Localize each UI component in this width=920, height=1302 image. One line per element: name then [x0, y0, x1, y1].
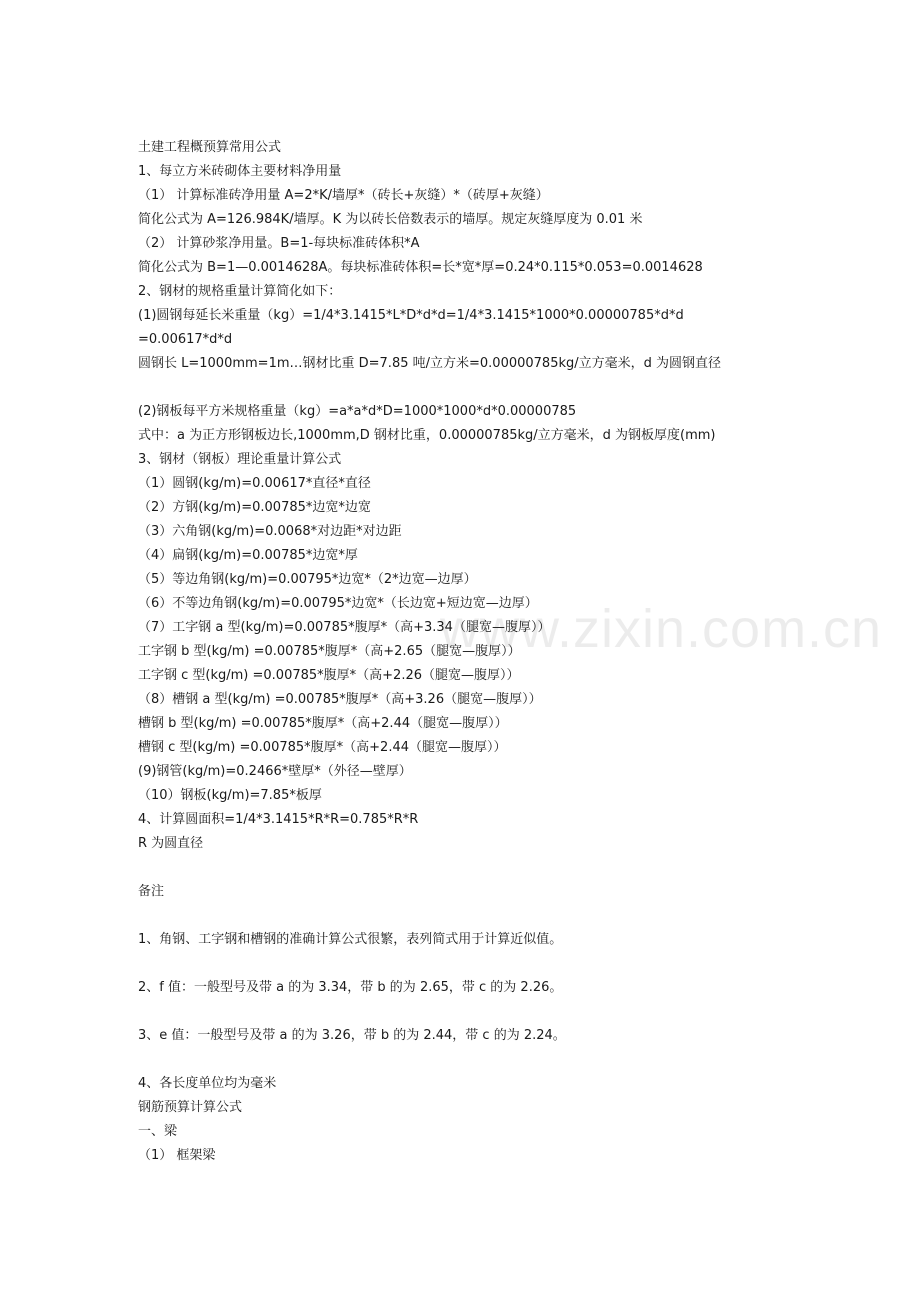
document-title: 土建工程概预算常用公式 [138, 140, 282, 155]
note-item: 2、f 值：一般型号及带 a 的为 3.34，带 b 的为 2.65，带 c 的为 2.26。 [138, 980, 563, 995]
note-item: 1、角钢、工字钢和槽钢的准确计算公式很繁，表列简式用于计算近似值。 [138, 932, 563, 947]
note-item: 4、各长度单位均为毫米 [138, 1076, 277, 1091]
document-body [138, 136, 778, 1168]
section-heading: 3、钢材（钢板）理论重量计算公式 [138, 452, 342, 467]
formula-line: （5）等边角钢(kg/m)=0.00795*边宽*（2*边宽—边厚） [138, 572, 477, 587]
text-line: 简化公式为 B=1—0.0014628A。每块标准砖体积=长*宽*厚=0.24*0.115*0.053=0.0014628 [138, 260, 703, 275]
watermark: www.zixin.com.cn [440, 599, 883, 659]
formula-line: （3）六角钢(kg/m)=0.0068*对边距*对边距 [138, 524, 402, 539]
section-title: 钢筋预算计算公式 [138, 1100, 243, 1115]
formula-line: （10）钢板(kg/m)=7.85*板厚 [138, 788, 322, 803]
formula-line: （7）工字钢 a 型(kg/m)=0.00785*腹厚*（高+3.34（腿宽—腹厚）） [138, 620, 551, 635]
formula-line: 工字钢 b 型(kg/m) =0.00785*腹厚*（高+2.65（腿宽—腹厚）） [138, 644, 521, 659]
formula-line: （1）圆钢(kg/m)=0.00617*直径*直径 [138, 476, 371, 491]
section-heading: 1、每立方米砖砌体主要材料净用量 [138, 164, 342, 179]
formula-line: (1)圆钢每延长米重量（kg）=1/4*3.1415*L*D*d*d=1/4*3.1415*1000*0.00000785*d*d [138, 308, 684, 323]
formula-line: (9)钢管(kg/m)=0.2466*壁厚*（外径—壁厚） [138, 764, 412, 779]
sub-heading: （1） 框架梁 [138, 1148, 216, 1163]
notes-heading: 备注 [138, 884, 165, 899]
formula-line: 槽钢 c 型(kg/m) =0.00785*腹厚*（高+2.44（腿宽—腹厚）） [138, 740, 507, 755]
formula-line: 槽钢 b 型(kg/m) =0.00785*腹厚*（高+2.44（腿宽—腹厚）） [138, 716, 508, 731]
formula-line: （6）不等边角钢(kg/m)=0.00795*边宽*（长边宽+短边宽—边厚） [138, 596, 538, 611]
section-heading: 4、计算圆面积=1/4*3.1415*R*R=0.785*R*R [138, 812, 419, 827]
formula-line: 工字钢 c 型(kg/m) =0.00785*腹厚*（高+2.26（腿宽—腹厚）） [138, 668, 520, 683]
text-line: 简化公式为 A=126.984K/墙厚。K 为以砖长倍数表示的墙厚。规定灰缝厚度为 0.01 米 [138, 212, 643, 227]
formula-line: (2)钢板每平方米规格重量（kg）=a*a*d*D=1000*1000*d*0.00000785 [138, 404, 577, 419]
formula-line: （1） 计算标准砖净用量 A=2*K/墙厚*（砖长+灰缝）*（砖厚+灰缝） [138, 188, 549, 203]
text-line: 圆钢长 L=1000mm=1m…钢材比重 D=7.85 吨/立方米=0.00000785kg/立方毫米，d 为圆钢直径 [138, 356, 722, 371]
text-line: 式中：a 为正方形钢板边长,1000mm,D 钢材比重，0.00000785kg/立方毫米，d 为钢板厚度(mm) [138, 428, 716, 443]
formula-line: （4）扁钢(kg/m)=0.00785*边宽*厚 [138, 548, 358, 563]
section-heading: 一、梁 [138, 1124, 178, 1139]
formula-line: （2） 计算砂浆净用量。B=1-每块标准砖体积*A [138, 236, 420, 251]
text-line: R 为圆直径 [138, 836, 204, 851]
formula-line: =0.00617*d*d [138, 332, 233, 347]
note-item: 3、e 值：一般型号及带 a 的为 3.26，带 b 的为 2.44，带 c 的为 2.24。 [138, 1028, 566, 1043]
formula-line: （2）方钢(kg/m)=0.00785*边宽*边宽 [138, 500, 371, 515]
section-heading: 2、钢材的规格重量计算简化如下： [138, 284, 342, 299]
formula-line: （8）槽钢 a 型(kg/m) =0.00785*腹厚*（高+3.26（腿宽—腹厚）） [138, 692, 542, 707]
